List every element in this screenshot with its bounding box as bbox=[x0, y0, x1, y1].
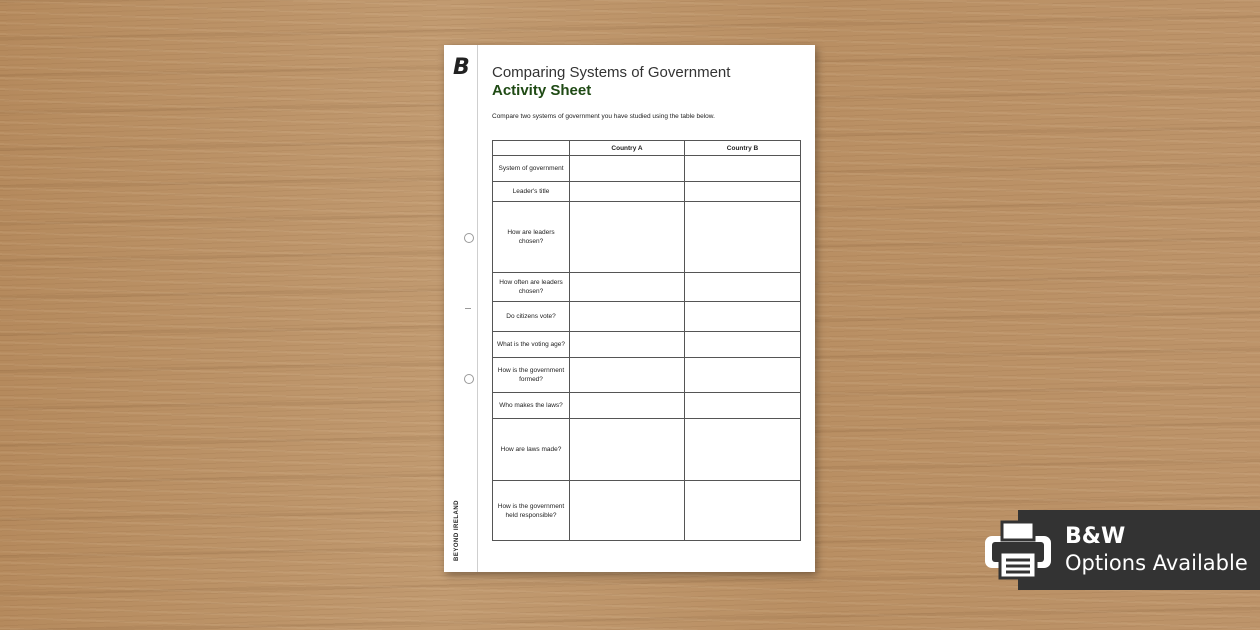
row-label: How is the government formed? bbox=[493, 358, 570, 393]
table-row bbox=[493, 182, 801, 202]
row-label: System of government bbox=[493, 156, 570, 182]
table-row bbox=[493, 156, 801, 182]
row-label: How are leaders chosen? bbox=[493, 202, 570, 273]
center-mark bbox=[465, 308, 471, 309]
sheet-title: Comparing Systems of Government bbox=[492, 64, 731, 81]
printer-icon bbox=[980, 518, 1056, 582]
answer-cell-a[interactable] bbox=[570, 273, 685, 302]
row-label: Who makes the laws? bbox=[493, 393, 570, 419]
row-label: Do citizens vote? bbox=[493, 302, 570, 332]
table-row bbox=[493, 273, 801, 302]
table-row bbox=[493, 419, 801, 481]
row-label: How are laws made? bbox=[493, 419, 570, 481]
table-row bbox=[493, 481, 801, 541]
answer-cell-b[interactable] bbox=[685, 202, 801, 273]
header-blank bbox=[493, 141, 570, 156]
table-row bbox=[493, 393, 801, 419]
answer-cell-a[interactable] bbox=[570, 202, 685, 273]
table-row bbox=[493, 358, 801, 393]
answer-cell-a[interactable] bbox=[570, 419, 685, 481]
badge-title: B&W bbox=[1065, 524, 1126, 549]
answer-cell-a[interactable] bbox=[570, 393, 685, 419]
sheet-subtitle: Activity Sheet bbox=[492, 82, 592, 99]
answer-cell-b[interactable] bbox=[685, 332, 801, 358]
answer-cell-b[interactable] bbox=[685, 358, 801, 393]
answer-cell-a[interactable] bbox=[570, 358, 685, 393]
brand-logo: B bbox=[453, 55, 470, 80]
table-row bbox=[493, 202, 801, 273]
answer-cell-b[interactable] bbox=[685, 182, 801, 202]
table-row bbox=[493, 302, 801, 332]
margin-line bbox=[477, 45, 478, 572]
answer-cell-a[interactable] bbox=[570, 332, 685, 358]
row-label: How is the government held responsible? bbox=[493, 481, 570, 541]
answer-cell-b[interactable] bbox=[685, 156, 801, 182]
answer-cell-b[interactable] bbox=[685, 419, 801, 481]
header-country-a: Country A bbox=[570, 141, 685, 156]
row-label: How often are leaders chosen? bbox=[493, 273, 570, 302]
header-country-b: Country B bbox=[685, 141, 801, 156]
answer-cell-a[interactable] bbox=[570, 182, 685, 202]
punch-hole bbox=[464, 374, 474, 384]
answer-cell-b[interactable] bbox=[685, 302, 801, 332]
badge-subtitle: Options Available bbox=[1065, 551, 1248, 575]
answer-cell-b[interactable] bbox=[685, 273, 801, 302]
answer-cell-a[interactable] bbox=[570, 156, 685, 182]
sheet-instructions: Compare two systems of government you have studied using the table below. bbox=[492, 113, 715, 120]
punch-hole bbox=[464, 233, 474, 243]
brand-side-text: BEYOND IRELAND bbox=[454, 499, 460, 561]
table-row bbox=[493, 332, 801, 358]
table-header-row bbox=[493, 141, 801, 156]
answer-cell-a[interactable] bbox=[570, 302, 685, 332]
row-label: Leader's title bbox=[493, 182, 570, 202]
activity-sheet bbox=[444, 45, 815, 572]
answer-cell-a[interactable] bbox=[570, 481, 685, 541]
comparison-table bbox=[492, 140, 801, 541]
row-label: What is the voting age? bbox=[493, 332, 570, 358]
answer-cell-b[interactable] bbox=[685, 481, 801, 541]
answer-cell-b[interactable] bbox=[685, 393, 801, 419]
